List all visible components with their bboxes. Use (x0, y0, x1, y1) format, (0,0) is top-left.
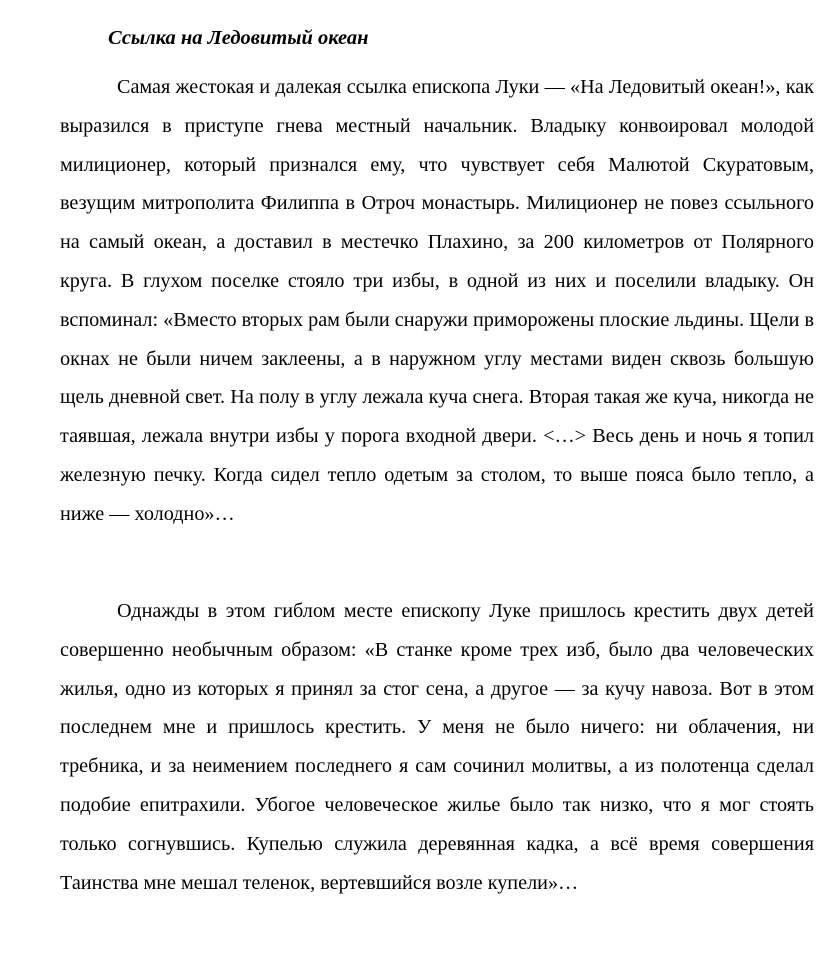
paragraph-baptism-story: Однажды в этом гиблом месте епископу Луке пришлось крестить двух детей совершенно необычным образом: «В станке кроме трех изб, было два человеческих жилья, одно из которых я принял за стог сена, а другое — за кучу навоза. Вот в этом последнем мне и пришлось крестить. У меня не было ничего: ни облачения, ни требника, и за неимением последнего я сам сочинил молитвы, а из полотенца сделал подобие епитрахили. Убогое человеческое жилье было так низко, что я мог стоять только согнувшись. Купелью служила деревянная кадка, а всё время совершения Таинства мне мешал теленок, вертевшийся возле купели»… (60, 600, 814, 894)
document-title: Ссылка на Ледовитый океан (108, 27, 369, 49)
paragraph-exile-description: Самая жестокая и далекая ссылка епископа Луки — «На Ледовитый океан!», как выразился в приступе гнева местный начальник. Владыку конвоировал молодой милиционер, который признался ему, что чувствует себя Малютой Скуратовым, везущим митрополита Филиппа в Отроч монастырь. Милиционер не повез ссыльного на самый океан, а доставил в местечко Плахино, за 200 километров от Полярного круга. В глухом поселке стояло три избы, в одной из них и поселили владыку. Он вспоминал: «Вместо вторых рам были снаружи приморожены плоские льдины. Щели в окнах не были ничем заклеены, а в наружном углу местами виден сквозь большую щель дневной свет. На полу в углу лежала куча снега. Вторая такая же куча, никогда не таявшая, лежала внутри избы у порога входной двери. <…> Весь день и ночь я топил железную печку. Когда сидел тепло одетым за столом, то выше пояса было тепло, а ниже — холодно»… (60, 76, 814, 525)
